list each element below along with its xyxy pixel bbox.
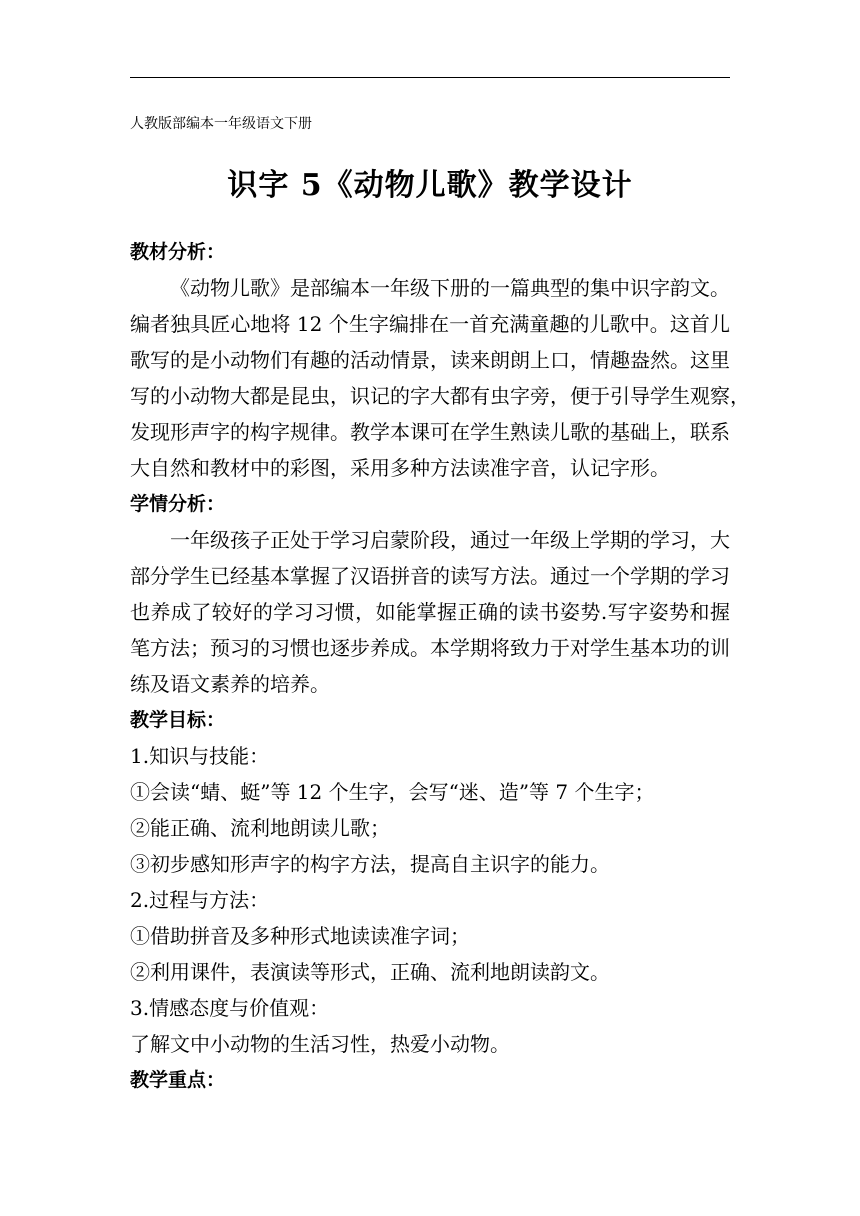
section-heading-material: 教材分析： <box>130 241 226 263</box>
section-heading-key: 教学重点： <box>130 1069 226 1091</box>
document-body <box>130 234 750 1098</box>
paragraph-line: 写的小动物大都是昆虫，识记的字大都有虫字旁，便于引导学生观察， <box>130 384 750 408</box>
paragraph-line: 《动物儿歌》是部编本一年级下册的一篇典型的集中识字韵文。 <box>170 276 730 300</box>
goal-line: ①会读“蜻、蜓”等 12 个生字，会写“迷、造”等 7 个生字； <box>130 780 655 804</box>
document-title: 识字 5《动物儿歌》教学设计 <box>227 168 633 203</box>
section-heading-student: 学情分析： <box>130 493 226 515</box>
goal-line: 1.知识与技能： <box>130 744 270 768</box>
goal-line: ①借助拼音及多种形式地读读准字词； <box>130 924 470 948</box>
goal-line: ③初步感知形声字的构字方法，提高自主识字的能力。 <box>130 852 610 876</box>
goal-line: ②能正确、流利地朗读儿歌； <box>130 816 390 840</box>
paragraph-line: 笔方法；预习的习惯也逐步养成。本学期将致力于对学生基本功的训 <box>130 636 730 660</box>
header-subtitle: 人教版部编本一年级语文下册 <box>130 116 312 132</box>
goal-line: 了解文中小动物的生活习性，热爱小动物。 <box>130 1032 510 1056</box>
paragraph-line: 歌写的是小动物们有趣的活动情景，读来朗朗上口，情趣盎然。这里 <box>130 348 730 372</box>
paragraph-line: 大自然和教材中的彩图，采用多种方法读准字音，认记字形。 <box>130 456 670 480</box>
goal-line: ②利用课件，表演读等形式，正确、流利地朗读韵文。 <box>130 960 610 984</box>
paragraph-line: 编者独具匠心地将 12 个生字编排在一首充满童趣的儿歌中。这首儿 <box>130 312 730 336</box>
header-rule <box>130 77 730 78</box>
goal-line: 3.情感态度与价值观： <box>130 996 330 1020</box>
section-heading-goals: 教学目标： <box>130 709 226 731</box>
paragraph-line: 部分学生已经基本掌握了汉语拼音的读写方法。通过一个学期的学习 <box>130 564 730 588</box>
paragraph-line: 练及语文素养的培养。 <box>130 672 330 696</box>
goal-line: 2.过程与方法： <box>130 888 270 912</box>
paragraph-line: 一年级孩子正处于学习启蒙阶段，通过一年级上学期的学习，大 <box>170 528 730 552</box>
paragraph-line: 也养成了较好的学习习惯，如能掌握正确的读书姿势.写字姿势和握 <box>130 600 730 624</box>
paragraph-line: 发现形声字的构字规律。教学本课可在学生熟读儿歌的基础上，联系 <box>130 420 730 444</box>
